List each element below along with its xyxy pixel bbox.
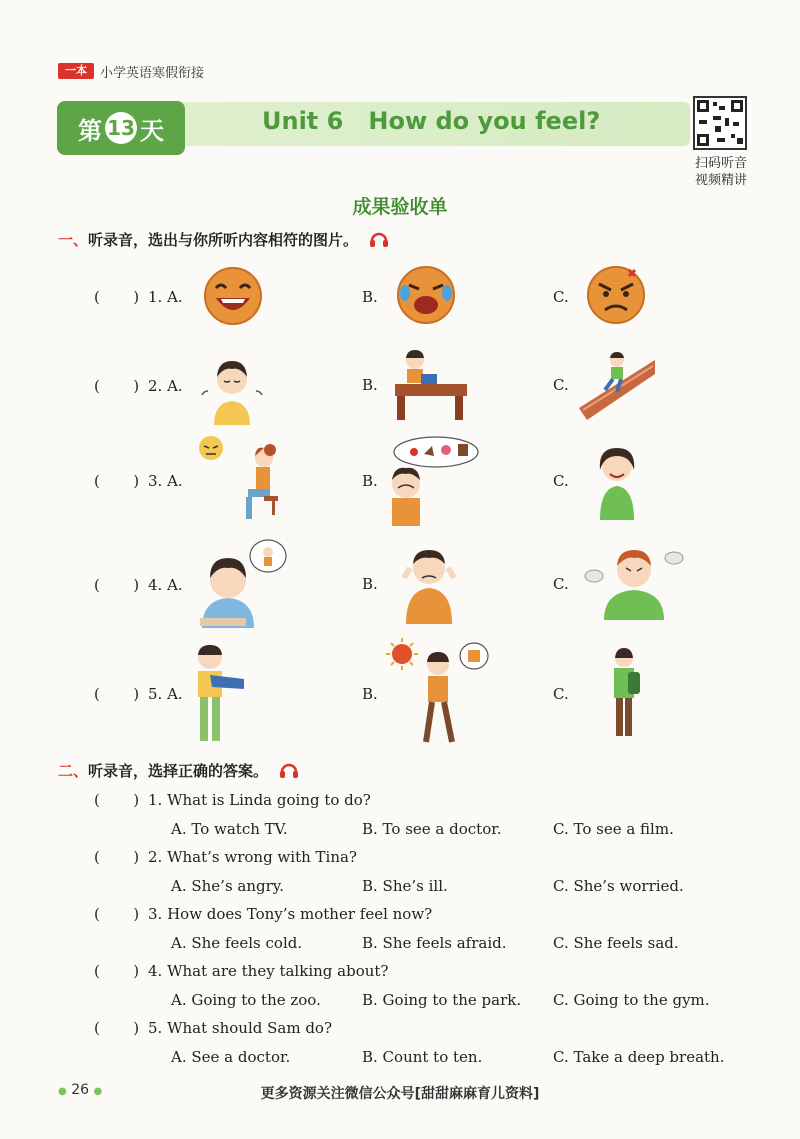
headphone-icon[interactable] xyxy=(369,230,389,252)
page-number: ● 26 ● xyxy=(58,1082,103,1098)
crying-face-icon[interactable] xyxy=(393,263,459,325)
brand-badge: 一本 xyxy=(58,63,94,79)
question-2: 2. What’s wrong with Tina? xyxy=(148,848,357,866)
part2-instruction: 听录音，选择正确的答案。 xyxy=(88,762,269,780)
answer-bracket-2[interactable]: ( ) xyxy=(94,377,140,395)
q3-option-b: B. She feels afraid. xyxy=(362,934,507,952)
question-1: 1. What is Linda going to do? xyxy=(148,791,371,809)
girl-at-desk-picture[interactable] xyxy=(393,348,469,420)
question-3: 3. How does Tony’s mother feel now? xyxy=(148,905,433,923)
boy-angry-steam-picture[interactable] xyxy=(584,544,684,620)
qr-code-icon[interactable] xyxy=(693,96,747,150)
series-title: 小学英语寒假衔接 xyxy=(100,66,205,81)
item-label-2: 2. A. xyxy=(148,377,183,395)
day-tab xyxy=(57,101,185,155)
boy-with-backpack-picture[interactable] xyxy=(608,648,642,740)
part2-number: 二、 xyxy=(58,762,89,780)
answer-bracket-q4[interactable]: ( ) xyxy=(94,962,140,980)
day-prefix: 第 xyxy=(78,116,102,145)
girl-calm-picture[interactable] xyxy=(200,355,264,425)
answer-bracket-q5[interactable]: ( ) xyxy=(94,1019,140,1037)
q5-option-a: A. See a doctor. xyxy=(171,1048,291,1066)
qr-caption xyxy=(683,155,759,189)
boy-sad-sweets-picture[interactable] xyxy=(384,436,480,526)
boy-thinking-picture[interactable] xyxy=(198,538,290,628)
angry-face-icon[interactable] xyxy=(585,264,647,324)
unit-title: Unit 6 How do you feel? xyxy=(262,107,601,135)
q4-option-c: C. Going to the gym. xyxy=(553,991,710,1009)
day-number: 13 xyxy=(105,112,137,144)
page-number-value: 26 xyxy=(71,1082,90,1098)
part1-number: 一、 xyxy=(58,231,89,249)
q3-option-a: A. She feels cold. xyxy=(171,934,303,952)
boy-with-sweater-picture[interactable] xyxy=(190,643,248,745)
option-b-2: B. xyxy=(362,376,378,394)
answer-bracket-q1[interactable]: ( ) xyxy=(94,791,140,809)
q1-option-c: C. To see a film. xyxy=(553,820,674,838)
question-5: 5. What should Sam do? xyxy=(148,1019,332,1037)
option-c-4: C. xyxy=(553,575,569,593)
q1-option-a: A. To watch TV. xyxy=(171,820,288,838)
boy-on-slide-picture[interactable] xyxy=(577,352,657,422)
answer-bracket-q3[interactable]: ( ) xyxy=(94,905,140,923)
boy-hot-sun-picture[interactable] xyxy=(386,638,490,748)
option-c-2: C. xyxy=(553,376,569,394)
part1-heading xyxy=(58,229,389,252)
item-label-1: 1. A. xyxy=(148,288,183,306)
option-c-5: C. xyxy=(553,685,569,703)
answer-bracket-5[interactable]: ( ) xyxy=(94,685,140,703)
option-b-1: B. xyxy=(362,288,378,306)
sheet-title: 成果验收单 xyxy=(352,196,448,218)
q5-option-c: C. Take a deep breath. xyxy=(553,1048,725,1066)
answer-bracket-4[interactable]: ( ) xyxy=(94,576,140,594)
option-b-5: B. xyxy=(362,685,378,703)
item-label-4: 4. A. xyxy=(148,576,183,594)
q2-option-b: B. She’s ill. xyxy=(362,877,448,895)
q4-option-b: B. Going to the park. xyxy=(362,991,522,1009)
answer-bracket-q2[interactable]: ( ) xyxy=(94,848,140,866)
part2-heading xyxy=(58,760,299,783)
option-b-3: B. xyxy=(362,472,378,490)
option-c-1: C. xyxy=(553,288,569,306)
day-suffix: 天 xyxy=(140,116,164,145)
q2-option-a: A. She’s angry. xyxy=(171,877,285,895)
answer-bracket-1[interactable]: ( ) xyxy=(94,288,140,306)
option-c-3: C. xyxy=(553,472,569,490)
part1-instruction: 听录音，选出与你所听内容相符的图片。 xyxy=(88,231,359,249)
q3-option-c: C. She feels sad. xyxy=(553,934,679,952)
boy-worried-picture[interactable] xyxy=(400,544,458,624)
girl-happy-picture[interactable] xyxy=(594,444,640,520)
qr-caption-line1: 扫码听音 xyxy=(694,156,747,171)
headphone-icon[interactable] xyxy=(279,761,299,783)
happy-face-icon[interactable] xyxy=(202,266,264,326)
answer-bracket-3[interactable]: ( ) xyxy=(94,472,140,490)
q4-option-a: A. Going to the zoo. xyxy=(171,991,321,1009)
qr-caption-line2: 视频精讲 xyxy=(694,173,747,188)
q2-option-c: C. She’s worried. xyxy=(553,877,684,895)
option-b-4: B. xyxy=(362,575,378,593)
item-label-3: 3. A. xyxy=(148,472,183,490)
q5-option-b: B. Count to ten. xyxy=(362,1048,483,1066)
item-label-5: 5. A. xyxy=(148,685,183,703)
girl-sitting-angry-picture[interactable] xyxy=(198,434,288,526)
q1-option-b: B. To see a doctor. xyxy=(362,820,502,838)
question-4: 4. What are they talking about? xyxy=(148,962,389,980)
footer-note: 更多资源关注微信公众号[甜甜麻麻育儿资料] xyxy=(260,1086,540,1102)
